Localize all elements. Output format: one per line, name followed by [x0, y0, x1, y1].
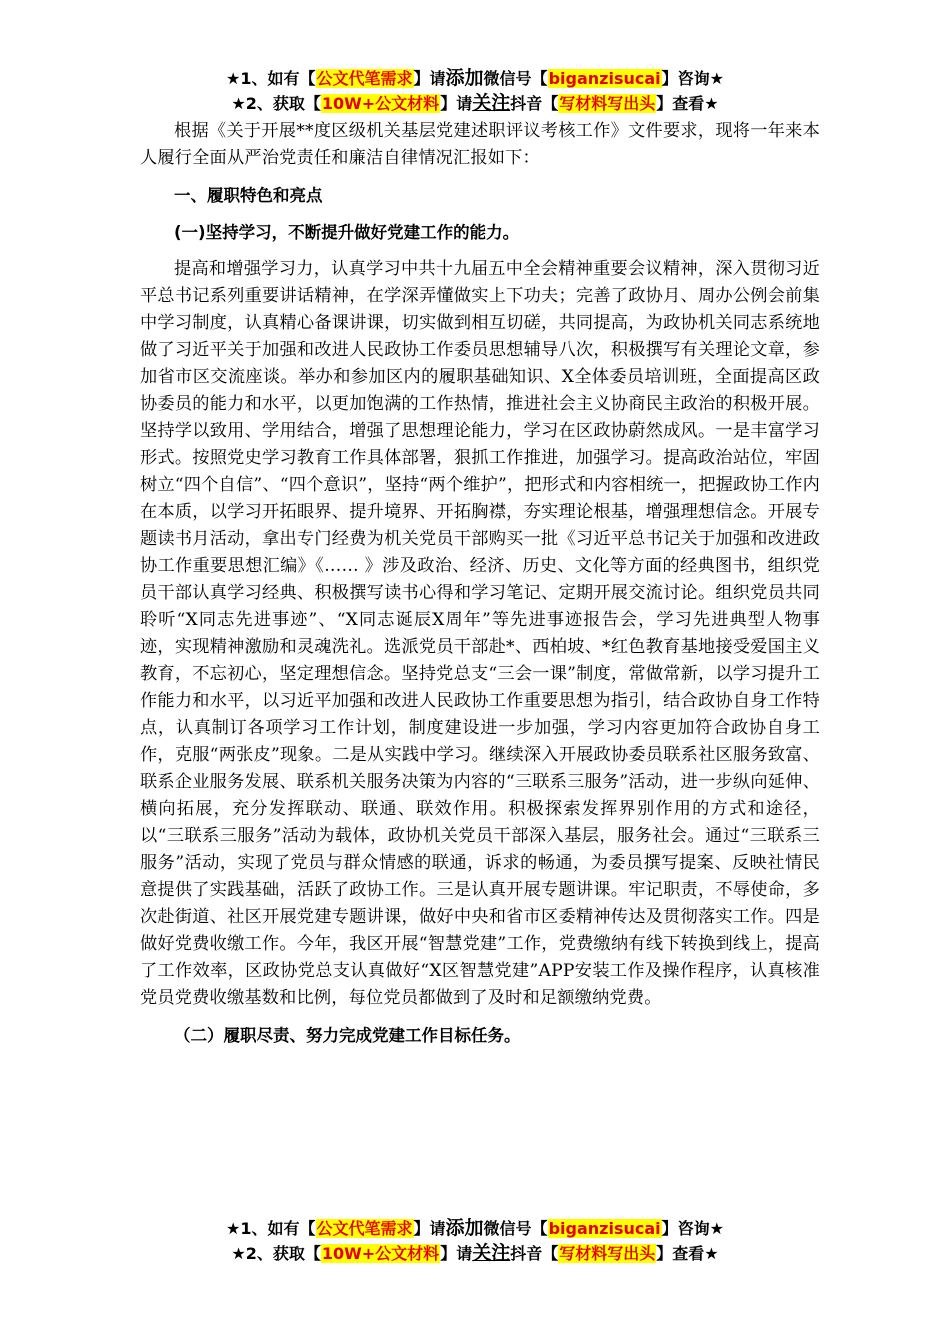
body-paragraph: 提高和增强学习力，认真学习中共十九届五中全会精神重要会议精神，深入贯彻习近平总书记系列重要讲话精神，在学深弄懂做实上下功夫；完善了政协月、周办公例会前集中学习制度，认真精心备课讲课，切实做到相互切磋，共同提高，为政协机关同志系统地做了习近平关于加强和改进人民政协工作委员思想辅导八次，积极撰写有关理论文章，参加省市区交流座谈。举办和参加区内的履职基础知识、X全体委员培训班，全面提高区政协委员的能力和水平，以更加饱满的工作热情，推进社会主义协商民主政治的积极开展。坚持学以致用、学用结合，增强了思想理论能力，学习在区政协蔚然成风。一是丰富学习形式。按照党史学习教育工作具体部署，狠抓工作推进，加强学习。提高政治站位，牢固树立“四个自信”、“四个意识”，坚持“两个维护”，把形式和内容相统一，把握政协工作内在本质，以学习开拓眼界、提升境界、开拓胸襟，夯实理论根基，增强理想信念。开展专题读书月活动，拿出专门经费为机关党员干部购买一批《习近平总书记关于加强和改进政协工作重要思想汇编》《…… 》涉及政治、经济、历史、文化等方面的经典图书，组织党员干部认真学习经典、积极撰写读书心得和学习笔记、定期开展交流讨论。组织党员共同聆听“X同志先进事迹”、“X同志诞辰X周年”等先进事迹报告会，学习先进典型人物事迹，实现精神激励和灵魂洗礼。选派党员干部赴*、西柏坡、*红色教育基地接受爱国主义教育，不忘初心，坚定理想信念。坚持党总支“三会一课”制度，常做常新，以学习提升工作能力和水平，以习近平加强和改进人民政协工作重要思想为指引，结合政协自身工作特点，认真制订各项学习工作计划，制度建设进一步加强，学习内容更加符合政协自身工作，克服“两张皮”现象。二是从实践中学习。继续深入开展政协委员联系社区服务致富、联系企业服务发展、联系机关服务决策为内容的“三联系三服务”活动，进一步纵向延伸、横向拓展，充分发挥联动、联通、联效作用。积极探索发挥界别作用的方式和途径，以“三联系三服务”活动为载体，政协机关党员干部深入基层，服务社会。通过“三联系三服务”活动，实现了党员与群众情感的联通，诉求的畅通，为委员撰写提案、反映社情民意提供了实践基础，活跃了政协工作。三是认真开展专题讲课。牢记职责，不辱使命，多次赴街道、社区开展党建专题讲课，做好中央和省市区委精神传达及贯彻落实工作。四是做好党费收缴工作。今年，我区开展“智慧党建”工作，党费缴纳有线下转换到线上，提高了工作效率，区政协党总支认真做好“X区智慧党建”APP安装工作及操作程序，认真核准党员党费收缴基数和比例，每位党员都做到了及时和足额缴纳党费。: [140, 259, 820, 1008]
section-heading: 一、履职特色和亮点: [174, 186, 323, 205]
promo-emphasis: 关注: [472, 1242, 511, 1264]
subsection-heading: (一)坚持学习，不断提升做好党建工作的能力。: [174, 223, 520, 242]
promo-emphasis: 添加: [445, 67, 484, 89]
promo-text: 】查看★: [656, 94, 719, 113]
highlight-douyin-account: 写材料写出头: [559, 1244, 656, 1263]
promo-banner-top: [0, 66, 950, 116]
promo-text: 】查看★: [656, 1244, 719, 1263]
promo-line-2: [0, 91, 950, 116]
promo-text: 】请: [413, 1219, 446, 1238]
promo-text: 】请: [440, 94, 473, 113]
promo-text: 】请: [413, 69, 446, 88]
promo-text: ★1、如有【: [226, 1219, 316, 1238]
promo-line-2: [0, 1241, 950, 1266]
highlight-materials: 10W+公文材料: [321, 94, 440, 113]
subsection-heading-2: （二）履职尽责、努力完成党建工作目标任务。: [174, 1026, 521, 1045]
highlight-service: 公文代笔需求: [316, 1219, 413, 1238]
promo-emphasis: 关注: [472, 92, 511, 114]
promo-text: 微信号【: [483, 1219, 548, 1238]
promo-text: 微信号【: [483, 69, 548, 88]
highlight-service: 公文代笔需求: [316, 69, 413, 88]
promo-text: ★2、获取【: [231, 1244, 321, 1263]
highlight-wechat-id: biganzisucai: [548, 69, 661, 88]
promo-text: 】咨询★: [661, 69, 724, 88]
highlight-douyin-account: 写材料写出头: [559, 94, 656, 113]
promo-emphasis: 添加: [445, 1217, 484, 1239]
promo-text: 抖音【: [510, 94, 559, 113]
promo-text: 】请: [440, 1244, 473, 1263]
highlight-materials: 10W+公文材料: [321, 1244, 440, 1263]
promo-line-1: [0, 66, 950, 91]
intro-paragraph: 根据《关于开展**度区级机关基层党建述职评议考核工作》文件要求，现将一年来本人履行全面从严治党责任和廉洁自律情况汇报如下：: [140, 121, 820, 168]
document-body: [140, 118, 820, 1049]
promo-line-1: [0, 1216, 950, 1241]
promo-text: 抖音【: [510, 1244, 559, 1263]
promo-text: ★1、如有【: [226, 69, 316, 88]
promo-banner-bottom: [0, 1216, 950, 1266]
promo-text: ★2、获取【: [231, 94, 321, 113]
promo-text: 】咨询★: [661, 1219, 724, 1238]
highlight-wechat-id: biganzisucai: [548, 1219, 661, 1238]
